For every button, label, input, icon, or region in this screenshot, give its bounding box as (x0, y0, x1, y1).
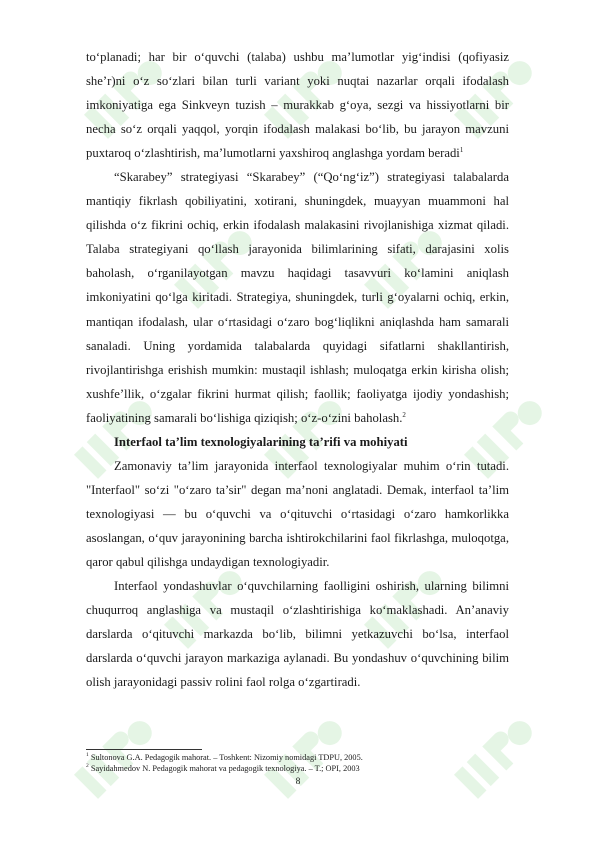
section-heading: Interfaol ta’lim texnologiyalarining ta’rifi va mohiyati (114, 434, 408, 449)
footnote-ref-1[interactable]: 1 (459, 145, 464, 154)
footnote-1: $^1$ Sultonova G.A. Pedagogik mahorat. – Toshkent: Nizomiy nomidagi TDPU, 2005. (86, 752, 363, 762)
paragraph-2: “Skarabey” strategiyasi “Skarabey” (“Qo‘ng‘iz”) strategiyasi talabalarda mantiqiy fikrlash qobiliyatini, xotirani, shuningdek, muayyan muammoni hal qilishda o‘z fikrini ochiq, erkin ifodalash malakasini rivojlanishiga xizmat qiladi. Talaba strategiyani qo‘llash jarayonida bilimlarining sifati, darajasini xolis baholash, o‘rganilayotgan mavzu haqidagi tasavvuri ko‘lamini aniqlash imkoniyatini qo‘lga kiritadi. Strategiya, shuningdek, turli g‘oyalarni ochiq, erkin, mantiqan ifodalash, ular o‘rtasidagi o‘zaro bog‘liqlikni aniqlashda ham samarali sanaladi. Uning yordamida talabalarda quyidagi sifatlarni shakllantirish, rivojlantirishga erishish mumkin: mustaqil ishlash; muloqatga erkin kirisha olish; xushfe’llik, o‘zgalar fikrini hurmat qilish; faollik; faoliyatga ijodiy yondashish; faoliyatining samarali bo‘lishiga qiziqish; o‘z-o‘zini baholash.$^2$ (86, 170, 509, 425)
footnote-separator (86, 749, 202, 750)
footnote-ref-2[interactable]: 2 (402, 410, 406, 419)
body-text (86, 45, 509, 694)
paragraph-1: to‘planadi; har bir o‘quvchi (talaba) ushbu ma’lumotlar yig‘indisi (qofiyasiz she’r)ni o‘z so‘zlari bilan turli variant yoki nuqtai nazarlar orqali ifodalash imkoniyatiga ega Sinkveyn tuzish – murakkab g‘oya, sezgi va hissiyotlarni bir necha so‘z orqali yaqqol, yorqin ifodalash malakasi bo‘lib, bu jarayon mavzuni puxtaroq o‘zlashtirish, ma’lumotlarni yaxshiroq anglashga yordam beradi$^1$ (86, 50, 509, 161)
footnote-2: $^2$ Sayidahmedov N. Pedagogik mahorat va pedagogik texnologiya. – T.; OPI, 2003 (86, 763, 360, 773)
page-number: 8 (295, 777, 301, 787)
footnotes (86, 752, 526, 774)
paragraph-4: Interfaol yondashuvlar o‘quvchilarning faolligini oshirish, ularning bilimni chuqurroq anglashiga va mustaqil o‘zlashtirishiga ko‘maklashadi. An’anaviy darslarda o‘qituvchi markazda bo‘lib, bilimni yetkazuvchi bo‘lsa, interfaol darslarda o‘quvchi jarayon markaziga aylanadi. Bu yondashuv o‘quvchining bilim olish jarayonidagi passiv rolini faol rolga o‘zgartiradi. (86, 579, 509, 690)
paragraph-3: Zamonaviy ta’lim jarayonida interfaol texnologiyalar muhim o‘rin tutadi. "Interfaol" so‘zi "o‘zaro ta’sir" degan ma’noni anglatadi. Demak, interfaol ta’lim texnologiyasi — bu o‘quvchi va o‘qituvchi o‘rtasidagi o‘zaro hamkorlikka asoslangan, o‘quv jarayonining barcha ishtirokchilarini faol fikrlashga, muloqotga, qaror qabul qilishga undaydigan texnologiyadir. (86, 458, 509, 569)
